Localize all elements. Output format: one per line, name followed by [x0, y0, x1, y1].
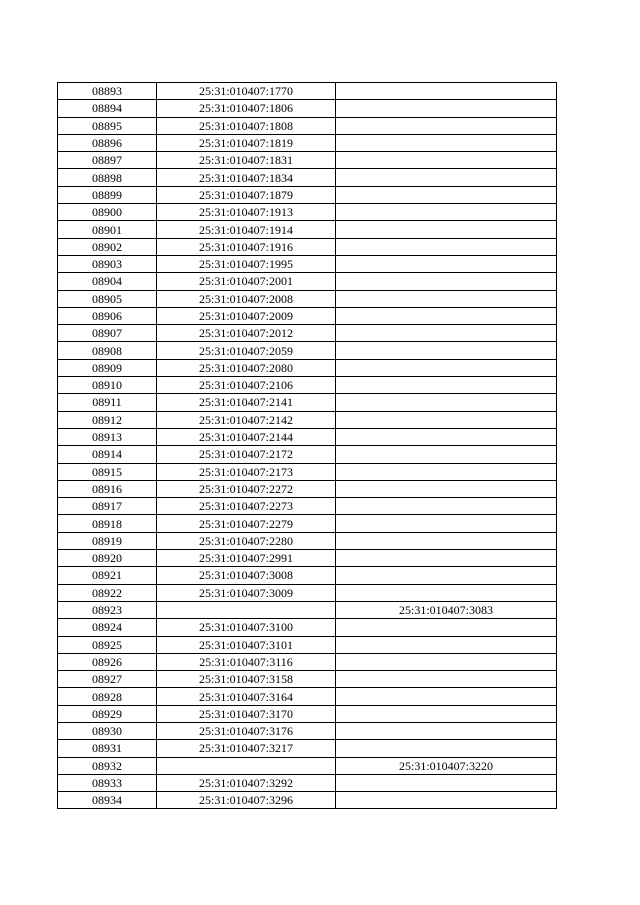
- cadastral-number-cell: 25:31:010407:2080: [157, 359, 336, 376]
- cadastral-number-cell: 25:31:010407:3164: [157, 688, 336, 705]
- cadastral-number-alt-cell: [336, 722, 557, 739]
- cadastral-number-alt-cell: [336, 515, 557, 532]
- cadastral-number-cell: 25:31:010407:2272: [157, 480, 336, 497]
- row-number-cell: 08908: [58, 342, 157, 359]
- row-number-cell: 08925: [58, 636, 157, 653]
- cadastral-number-alt-cell: [336, 134, 557, 151]
- cadastral-number-alt-cell: [336, 532, 557, 549]
- table-row: [58, 394, 557, 411]
- cadastral-number-cell: 25:31:010407:1819: [157, 134, 336, 151]
- cadastral-number-alt-cell: [336, 498, 557, 515]
- table-row: [58, 255, 557, 272]
- cadastral-number-cell: 25:31:010407:2009: [157, 307, 336, 324]
- table-row: [58, 342, 557, 359]
- table-row: [58, 601, 557, 618]
- cadastral-number-alt-cell: [336, 221, 557, 238]
- cadastral-number-alt-cell: [336, 619, 557, 636]
- cadastral-number-cell: [157, 601, 336, 618]
- row-number-cell: 08912: [58, 411, 157, 428]
- cadastral-number-alt-cell: [336, 671, 557, 688]
- row-number-cell: 08934: [58, 792, 157, 809]
- table-row: [58, 325, 557, 342]
- row-number-cell: 08929: [58, 705, 157, 722]
- cadastral-number-cell: 25:31:010407:1916: [157, 238, 336, 255]
- cadastral-number-alt-cell: [336, 117, 557, 134]
- row-number-cell: 08926: [58, 653, 157, 670]
- row-number-cell: 08899: [58, 186, 157, 203]
- table-row: [58, 774, 557, 791]
- cadastral-number-cell: 25:31:010407:1770: [157, 83, 336, 100]
- cadastral-number-cell: 25:31:010407:1995: [157, 255, 336, 272]
- row-number-cell: 08907: [58, 325, 157, 342]
- cadastral-number-cell: 25:31:010407:1808: [157, 117, 336, 134]
- table-row: [58, 792, 557, 809]
- table-row: [58, 221, 557, 238]
- cadastral-number-alt-cell: 25:31:010407:3220: [336, 757, 557, 774]
- row-number-cell: 08928: [58, 688, 157, 705]
- row-number-cell: 08903: [58, 255, 157, 272]
- cadastral-number-alt-cell: [336, 411, 557, 428]
- table-row: [58, 636, 557, 653]
- cadastral-number-alt-cell: [336, 290, 557, 307]
- cadastral-number-cell: 25:31:010407:3116: [157, 653, 336, 670]
- row-number-cell: 08897: [58, 152, 157, 169]
- cadastral-number-cell: 25:31:010407:2172: [157, 446, 336, 463]
- cadastral-number-cell: 25:31:010407:3009: [157, 584, 336, 601]
- table-row: [58, 740, 557, 757]
- row-number-cell: 08932: [58, 757, 157, 774]
- table-row: [58, 705, 557, 722]
- cadastral-number-cell: 25:31:010407:3292: [157, 774, 336, 791]
- cadastral-number-cell: 25:31:010407:2001: [157, 273, 336, 290]
- table-row: [58, 722, 557, 739]
- table-row: [58, 204, 557, 221]
- cadastral-number-alt-cell: [336, 377, 557, 394]
- table-row: [58, 134, 557, 151]
- cadastral-number-cell: 25:31:010407:2106: [157, 377, 336, 394]
- cadastral-number-alt-cell: [336, 204, 557, 221]
- table-row: [58, 671, 557, 688]
- table-row: [58, 411, 557, 428]
- table-row: [58, 480, 557, 497]
- row-number-cell: 08918: [58, 515, 157, 532]
- cadastral-number-cell: 25:31:010407:1879: [157, 186, 336, 203]
- row-number-cell: 08895: [58, 117, 157, 134]
- row-number-cell: 08914: [58, 446, 157, 463]
- table-row: [58, 169, 557, 186]
- table-row: [58, 359, 557, 376]
- table-row: [58, 290, 557, 307]
- row-number-cell: 08893: [58, 83, 157, 100]
- cadastral-number-cell: 25:31:010407:2279: [157, 515, 336, 532]
- table-row: [58, 653, 557, 670]
- cadastral-number-cell: 25:31:010407:3217: [157, 740, 336, 757]
- cadastral-number-alt-cell: [336, 238, 557, 255]
- row-number-cell: 08909: [58, 359, 157, 376]
- cadastral-number-table: [57, 82, 557, 809]
- table-row: [58, 428, 557, 445]
- row-number-cell: 08906: [58, 307, 157, 324]
- cadastral-number-alt-cell: [336, 774, 557, 791]
- cadastral-number-cell: 25:31:010407:2280: [157, 532, 336, 549]
- cadastral-number-alt-cell: [336, 186, 557, 203]
- cadastral-number-alt-cell: [336, 100, 557, 117]
- table-body: [58, 83, 557, 809]
- cadastral-number-alt-cell: [336, 584, 557, 601]
- cadastral-number-cell: 25:31:010407:3101: [157, 636, 336, 653]
- row-number-cell: 08900: [58, 204, 157, 221]
- cadastral-number-alt-cell: [336, 567, 557, 584]
- row-number-cell: 08916: [58, 480, 157, 497]
- cadastral-number-alt-cell: [336, 740, 557, 757]
- cadastral-number-cell: 25:31:010407:1913: [157, 204, 336, 221]
- cadastral-number-alt-cell: [336, 463, 557, 480]
- row-number-cell: 08919: [58, 532, 157, 549]
- row-number-cell: 08930: [58, 722, 157, 739]
- cadastral-number-alt-cell: [336, 342, 557, 359]
- cadastral-number-cell: 25:31:010407:2991: [157, 550, 336, 567]
- row-number-cell: 08933: [58, 774, 157, 791]
- table-row: [58, 584, 557, 601]
- cadastral-number-cell: 25:31:010407:2142: [157, 411, 336, 428]
- row-number-cell: 08923: [58, 601, 157, 618]
- cadastral-number-alt-cell: [336, 550, 557, 567]
- table-row: [58, 550, 557, 567]
- table-row: [58, 186, 557, 203]
- cadastral-number-cell: 25:31:010407:3176: [157, 722, 336, 739]
- row-number-cell: 08913: [58, 428, 157, 445]
- cadastral-number-alt-cell: [336, 83, 557, 100]
- row-number-cell: 08904: [58, 273, 157, 290]
- cadastral-number-alt-cell: [336, 394, 557, 411]
- table-row: [58, 117, 557, 134]
- cadastral-number-cell: 25:31:010407:1806: [157, 100, 336, 117]
- row-number-cell: 08920: [58, 550, 157, 567]
- cadastral-number-alt-cell: 25:31:010407:3083: [336, 601, 557, 618]
- table-row: [58, 619, 557, 636]
- cadastral-number-alt-cell: [336, 273, 557, 290]
- row-number-cell: 08898: [58, 169, 157, 186]
- cadastral-number-cell: 25:31:010407:2059: [157, 342, 336, 359]
- cadastral-number-cell: 25:31:010407:3100: [157, 619, 336, 636]
- table-row: [58, 757, 557, 774]
- cadastral-number-alt-cell: [336, 169, 557, 186]
- row-number-cell: 08915: [58, 463, 157, 480]
- row-number-cell: 08927: [58, 671, 157, 688]
- cadastral-number-cell: 25:31:010407:1914: [157, 221, 336, 238]
- row-number-cell: 08894: [58, 100, 157, 117]
- cadastral-number-cell: 25:31:010407:2144: [157, 428, 336, 445]
- cadastral-number-alt-cell: [336, 636, 557, 653]
- cadastral-number-cell: 25:31:010407:2141: [157, 394, 336, 411]
- table-row: [58, 100, 557, 117]
- table-row: [58, 515, 557, 532]
- row-number-cell: 08911: [58, 394, 157, 411]
- row-number-cell: 08924: [58, 619, 157, 636]
- row-number-cell: 08902: [58, 238, 157, 255]
- table-row: [58, 446, 557, 463]
- table-row: [58, 307, 557, 324]
- row-number-cell: 08917: [58, 498, 157, 515]
- cadastral-number-cell: 25:31:010407:3158: [157, 671, 336, 688]
- table-row: [58, 532, 557, 549]
- table-row: [58, 273, 557, 290]
- cadastral-number-cell: 25:31:010407:2173: [157, 463, 336, 480]
- cadastral-number-alt-cell: [336, 255, 557, 272]
- table-row: [58, 238, 557, 255]
- cadastral-number-cell: 25:31:010407:1834: [157, 169, 336, 186]
- cadastral-number-cell: 25:31:010407:2273: [157, 498, 336, 515]
- row-number-cell: 08905: [58, 290, 157, 307]
- row-number-cell: 08922: [58, 584, 157, 601]
- cadastral-number-cell: 25:31:010407:3008: [157, 567, 336, 584]
- table-row: [58, 498, 557, 515]
- cadastral-number-alt-cell: [336, 325, 557, 342]
- table-row: [58, 83, 557, 100]
- cadastral-number-cell: [157, 757, 336, 774]
- cadastral-number-cell: 25:31:010407:3296: [157, 792, 336, 809]
- table-row: [58, 463, 557, 480]
- cadastral-number-alt-cell: [336, 428, 557, 445]
- table-row: [58, 152, 557, 169]
- row-number-cell: 08910: [58, 377, 157, 394]
- cadastral-number-alt-cell: [336, 359, 557, 376]
- row-number-cell: 08921: [58, 567, 157, 584]
- cadastral-number-alt-cell: [336, 688, 557, 705]
- cadastral-number-cell: 25:31:010407:2012: [157, 325, 336, 342]
- cadastral-number-alt-cell: [336, 792, 557, 809]
- cadastral-number-cell: 25:31:010407:3170: [157, 705, 336, 722]
- cadastral-number-alt-cell: [336, 152, 557, 169]
- row-number-cell: 08931: [58, 740, 157, 757]
- cadastral-number-cell: 25:31:010407:2008: [157, 290, 336, 307]
- table-row: [58, 377, 557, 394]
- table-row: [58, 567, 557, 584]
- cadastral-number-alt-cell: [336, 705, 557, 722]
- row-number-cell: 08901: [58, 221, 157, 238]
- table-row: [58, 688, 557, 705]
- cadastral-number-alt-cell: [336, 307, 557, 324]
- cadastral-number-alt-cell: [336, 480, 557, 497]
- row-number-cell: 08896: [58, 134, 157, 151]
- cadastral-number-alt-cell: [336, 653, 557, 670]
- cadastral-number-alt-cell: [336, 446, 557, 463]
- cadastral-number-cell: 25:31:010407:1831: [157, 152, 336, 169]
